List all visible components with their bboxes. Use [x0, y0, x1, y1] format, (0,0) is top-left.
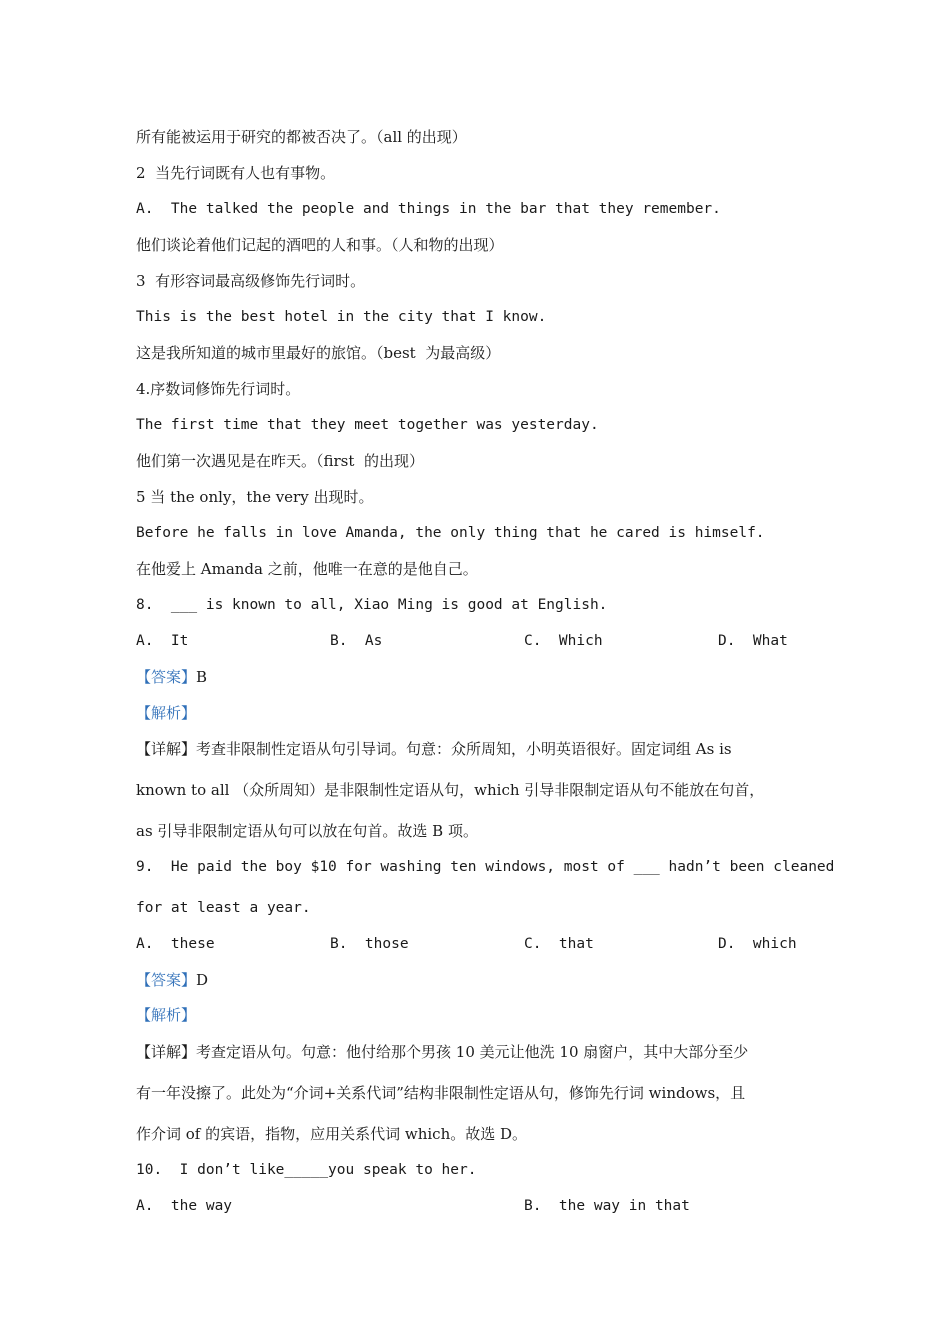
answer-value: D — [196, 971, 209, 989]
question-9-detail — [136, 1042, 748, 1062]
question-10-option-b: B. the way in that — [524, 1198, 690, 1214]
detail-text: 考查非限制性定语从句引导词。句意：众所周知，小明英语很好。固定词组 As is — [196, 740, 732, 758]
question-8-detail — [136, 739, 732, 759]
question-8-answer — [136, 667, 207, 687]
text-line: 3 有形容词最高级修饰先行词时。 — [136, 272, 366, 290]
question-10-option-a: A. the way — [136, 1198, 233, 1214]
text-line: This is the best hotel in the city that I know. — [136, 309, 547, 325]
question-9-option-d: D. which — [718, 936, 797, 952]
question-9-option-a: A. these — [136, 936, 215, 952]
question-8-analysis-label: 【解析】 — [136, 704, 197, 722]
question-8-option-a: A. It — [136, 633, 189, 649]
answer-value: B — [196, 668, 208, 686]
question-8-option-c: C. Which — [524, 633, 603, 649]
text-line: 这是我所知道的城市里最好的旅馆。（best 为最高级） — [136, 344, 501, 362]
text-line: 他们谈论着他们记起的酒吧的人和事。（人和物的出现） — [136, 236, 504, 254]
question-9-detail-line: 有一年没擦了。此处为“介词+关系代词”结构非限制性定语从句，修饰先行词 windows，且 — [136, 1084, 746, 1102]
question-8-option-d: D. What — [718, 633, 788, 649]
detail-text: 考查定语从句。句意：他付给那个男孩 10 美元让他洗 10 扇窗户，其中大部分至少 — [196, 1043, 749, 1061]
question-9-stem: 9. He paid the boy $10 for washing ten windows, most of ___ hadn’t been cleaned — [136, 859, 835, 875]
text-line: 5 当 the only，the very 出现时。 — [136, 488, 374, 506]
text-line: 他们第一次遇见是在昨天。（first 的出现） — [136, 452, 424, 470]
question-8-detail-line: as 引导非限制定语从句可以放在句首。故选 B 项。 — [136, 822, 478, 840]
question-10-stem: 10. I don’t like_____you speak to her. — [136, 1162, 477, 1178]
question-9-answer — [136, 970, 208, 990]
question-8-option-b: B. As — [330, 633, 383, 649]
detail-label: 【详解】 — [136, 740, 197, 758]
text-line: 2 当先行词既有人也有事物。 — [136, 164, 336, 182]
question-9-detail-line: 作介词 of 的宾语，指物，应用关系代词 which。故选 D。 — [136, 1125, 528, 1143]
question-8-detail-line: known to all （众所周知）是非限制性定语从句，which 引导非限制定语从句不能放在句首， — [136, 781, 765, 799]
question-8-stem: 8. ___ is known to all, Xiao Ming is good at English. — [136, 597, 608, 613]
detail-label: 【详解】 — [136, 1043, 197, 1061]
text-line: Before he falls in love Amanda, the only thing that he cared is himself. — [136, 525, 765, 541]
text-line: The first time that they meet together was yesterday. — [136, 417, 599, 433]
question-9-analysis-label: 【解析】 — [136, 1006, 197, 1024]
text-line: 在他爱上 Amanda 之前，他唯一在意的是他自己。 — [136, 560, 478, 578]
answer-label: 【答案】 — [136, 971, 197, 989]
text-line: 4.序数词修饰先行词时。 — [136, 380, 301, 398]
text-line: A. The talked the people and things in the bar that they remember. — [136, 201, 721, 217]
question-9-option-c: C. that — [524, 936, 594, 952]
text-line: 所有能被运用于研究的都被否决了。（all 的出现） — [136, 128, 467, 146]
question-9-option-b: B. those — [330, 936, 409, 952]
question-9-stem-continued: for at least a year. — [136, 900, 311, 916]
answer-label: 【答案】 — [136, 668, 197, 686]
